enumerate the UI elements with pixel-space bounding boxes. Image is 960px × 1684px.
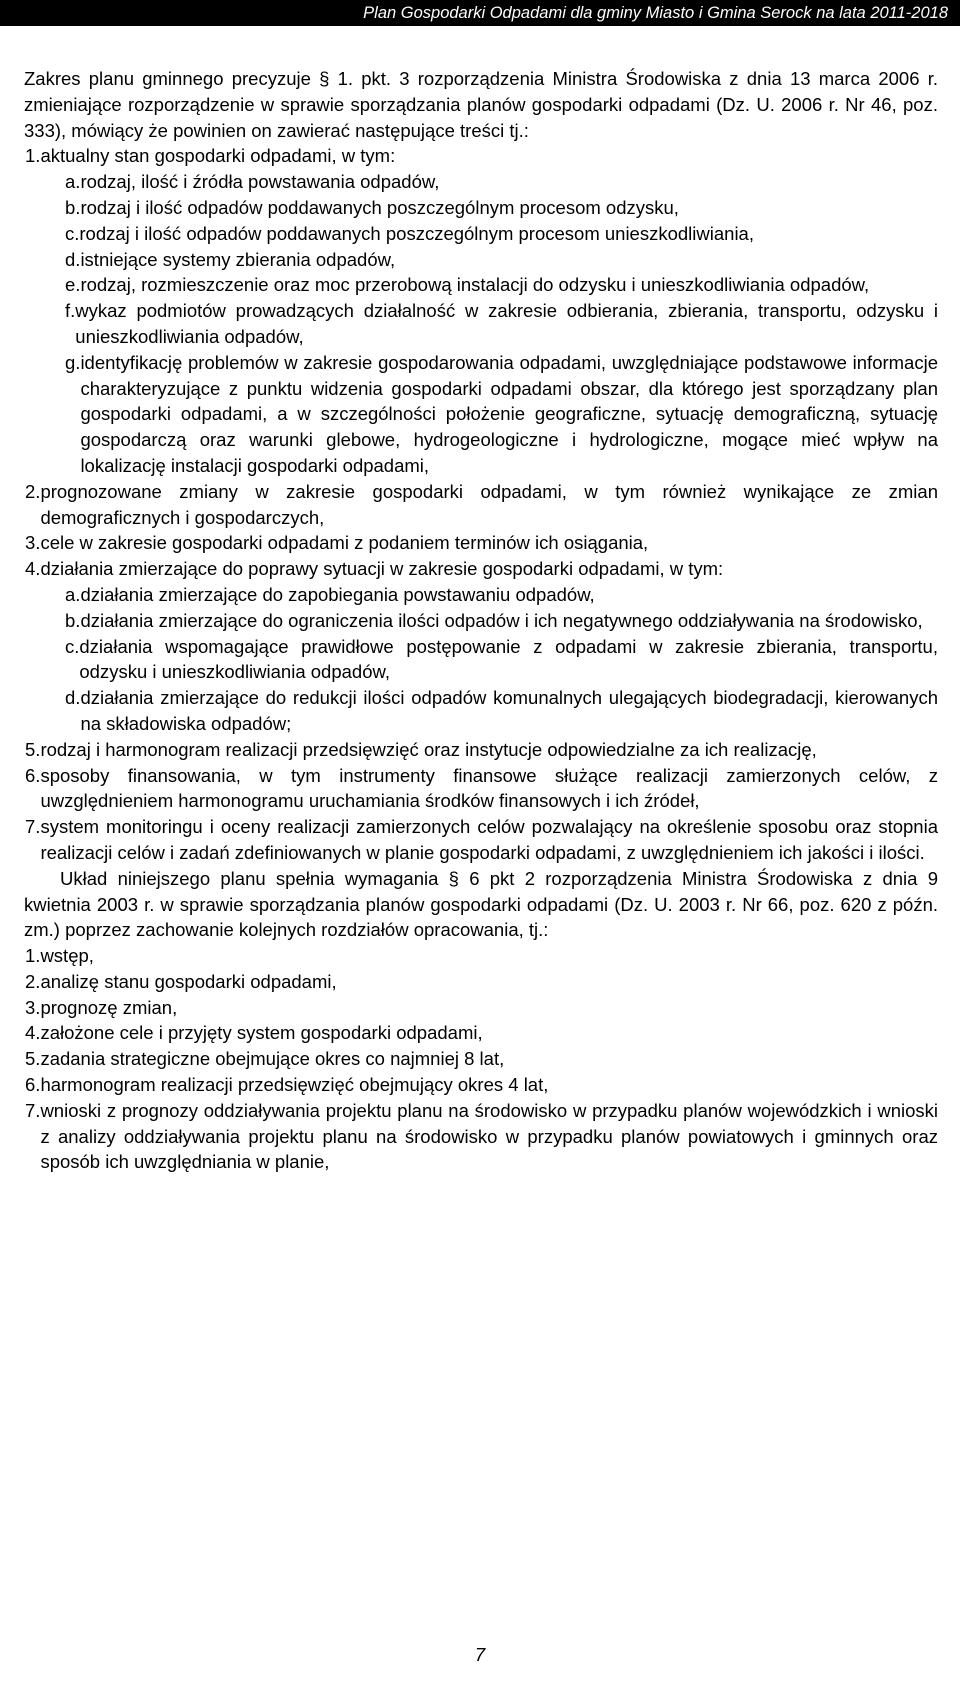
sub-list-item [65,298,938,350]
item-text: rodzaj i harmonogram realizacji przedsięwzięć oraz instytucje odpowiedzialne za ich realizację, [40,738,817,760]
item-number: 4. [25,1022,41,1044]
item-text: identyfikację problemów w zakresie gospodarowania odpadami, uwzględniające podstawowe informacje charakteryzujące z punktu widzenia gospodarki odpadami obszar, dla którego jest sporządzany plan gospodarki odpadami, a w szczególności położenie geograficzne, sytuację demograficzną, sytuację gospodarczą oraz warunki glebowe, hydrogeologiczne i hydrologiczne, mogące mieć wpływ na lokalizację instalacji gospodarki odpadami, [80,351,938,476]
item-text: cele w zakresie gospodarki odpadami z podaniem terminów ich osiągania, [40,532,649,554]
item-number: b. [65,609,81,631]
item-text: prognozowane zmiany w zakresie gospodarki odpadami, w tym również wynikające ze zmian demograficznych i gospodarczych, [40,480,938,528]
header-title: Plan Gospodarki Odpadami dla gminy Miasto i Gmina Serock na lata 2011-2018 [363,4,948,22]
item-number: c. [65,222,80,244]
item-text: istniejące systemy zbierania odpadów, [80,248,396,270]
item-text: wykaz podmiotów prowadzących działalność w zakresie odbierania, zbierania, transportu, odzysku i unieszkodliwiania odpadów, [75,300,938,347]
list-item [25,479,938,531]
item-number: 2. [25,480,41,502]
item-number: a. [65,583,81,605]
item-number: d. [65,248,81,270]
list-item [25,530,938,556]
item-text: zadania strategiczne obejmujące okres co najmniej 8 lat, [40,1048,505,1070]
sub-list-item [65,272,938,298]
list-item [25,556,938,737]
item-number: 1. [25,945,41,967]
item-text: działania zmierzające do poprawy sytuacji w zakresie gospodarki odpadami, w tym: [40,558,724,580]
item-number: g. [65,351,81,373]
list-item [25,1098,938,1175]
document-body [24,66,938,1175]
sub-list [65,169,938,479]
sub-list [65,582,938,737]
item-text: założone cele i przyjęty system gospodarki odpadami, [40,1022,483,1044]
item-number: e. [65,274,81,296]
list-item [25,943,938,969]
list-item [25,969,938,995]
page-number: 7 [474,1644,486,1665]
item-text: aktualny stan gospodarki odpadami, w tym: [40,145,396,167]
item-text: działania zmierzające do ograniczenia ilości odpadów i ich negatywnego oddziaływania na środowisko, [80,609,923,631]
list-item [25,1020,938,1046]
item-number: 7. [25,1099,41,1121]
page-header [0,0,960,26]
item-number: 6. [25,1074,41,1096]
list-item [25,814,938,866]
item-text: wnioski z prognozy oddziaływania projektu planu na środowisko w przypadku planów wojewódzkich i wnioski z analizy oddziaływania projektu planu na środowisko w przypadku planów powiatowych i gminnych oraz sposób ich uwzględniania w planie, [40,1099,938,1173]
item-number: f. [65,300,76,322]
item-number: a. [65,171,81,193]
sub-list-item [65,195,938,221]
list-item [25,995,938,1021]
item-text: system monitoringu i oceny realizacji zamierzonych celów pozwalający na określenie sposobu oraz stopnia realizacji celów i zadań zdefiniowanych w planie gospodarki odpadami, z uwzględnieniem ich jakości i ilości. [40,816,938,863]
item-text: rodzaj i ilość odpadów poddawanych poszczególnym procesom unieszkodliwiania, [79,222,754,244]
item-number: 5. [25,1048,41,1070]
item-text: sposoby finansowania, w tym instrumenty finansowe służące realizacji zamierzonych celów, z uwzględnieniem harmonogramu uruchamiania środków finansowych i ich źródeł, [40,764,938,812]
sub-list-item [65,608,938,634]
item-number: 6. [25,764,41,786]
item-number: c. [65,635,80,657]
list-item [25,1046,938,1072]
sub-list-item [65,221,938,247]
sub-list-item [65,169,938,195]
item-number: 1. [25,145,41,167]
list-item [25,737,938,763]
item-number: b. [65,196,81,218]
item-text: analizę stanu gospodarki odpadami, [40,970,337,992]
requirements-list [25,143,938,865]
item-number: 3. [25,532,41,554]
sub-list-item [65,634,938,686]
item-number: 3. [25,996,41,1018]
item-text: rodzaj, rozmieszczenie oraz moc przerobową instalacji do odzysku i unieszkodliwiania odpadów, [80,274,870,296]
item-text: wstęp, [40,945,94,967]
structure-paragraph: Układ niniejszego planu spełnia wymagania § 6 pkt 2 rozporządzenia Ministra Środowiska z dnia 9 kwietnia 2003 r. w sprawie sporządzania planów gospodarki odpadami (Dz. U. 2003 r. Nr 66, poz. 620 z późn. zm.) poprzez zachowanie kolejnych rozdziałów opracowania, tj.: [24,867,938,941]
intro-paragraph: Zakres planu gminnego precyzuje § 1. pkt. 3 rozporządzenia Ministra Środowiska z dnia 13 marca 2006 r. zmieniające rozporządzenie w sprawie sporządzania planów gospodarki odpadami (Dz. U. 2006 r. Nr 46, poz. 333), mówiący że powinien on zawierać następujące treści tj.: [24,68,938,141]
item-text: działania zmierzające do redukcji ilości odpadów komunalnych ulegających biodegradacji, kierowanych na składowiska odpadów; [80,687,938,734]
list-item [25,143,938,478]
item-number: 4. [25,558,41,580]
item-text: harmonogram realizacji przedsięwzięć obejmujący okres 4 lat, [40,1074,549,1096]
list-item [25,1072,938,1098]
sub-list-item [65,582,938,608]
item-text: rodzaj, ilość i źródła powstawania odpadów, [80,171,440,193]
item-text: rodzaj i ilość odpadów poddawanych poszczególnym procesom odzysku, [80,196,679,218]
item-text: prognozę zmian, [40,996,178,1018]
item-number: d. [65,687,81,709]
item-number: 7. [25,816,41,838]
sub-list-item [65,685,938,737]
item-number: 2. [25,970,41,992]
sub-list-item [65,247,938,273]
item-text: działania zmierzające do zapobiegania powstawaniu odpadów, [80,583,595,605]
item-number: 5. [25,738,41,760]
sub-list-item [65,350,938,479]
list-item [25,763,938,815]
chapters-list [25,943,938,1175]
item-text: działania wspomagające prawidłowe postępowanie z odpadami w zakresie zbierania, transportu, odzysku i unieszkodliwiania odpadów, [79,635,938,683]
